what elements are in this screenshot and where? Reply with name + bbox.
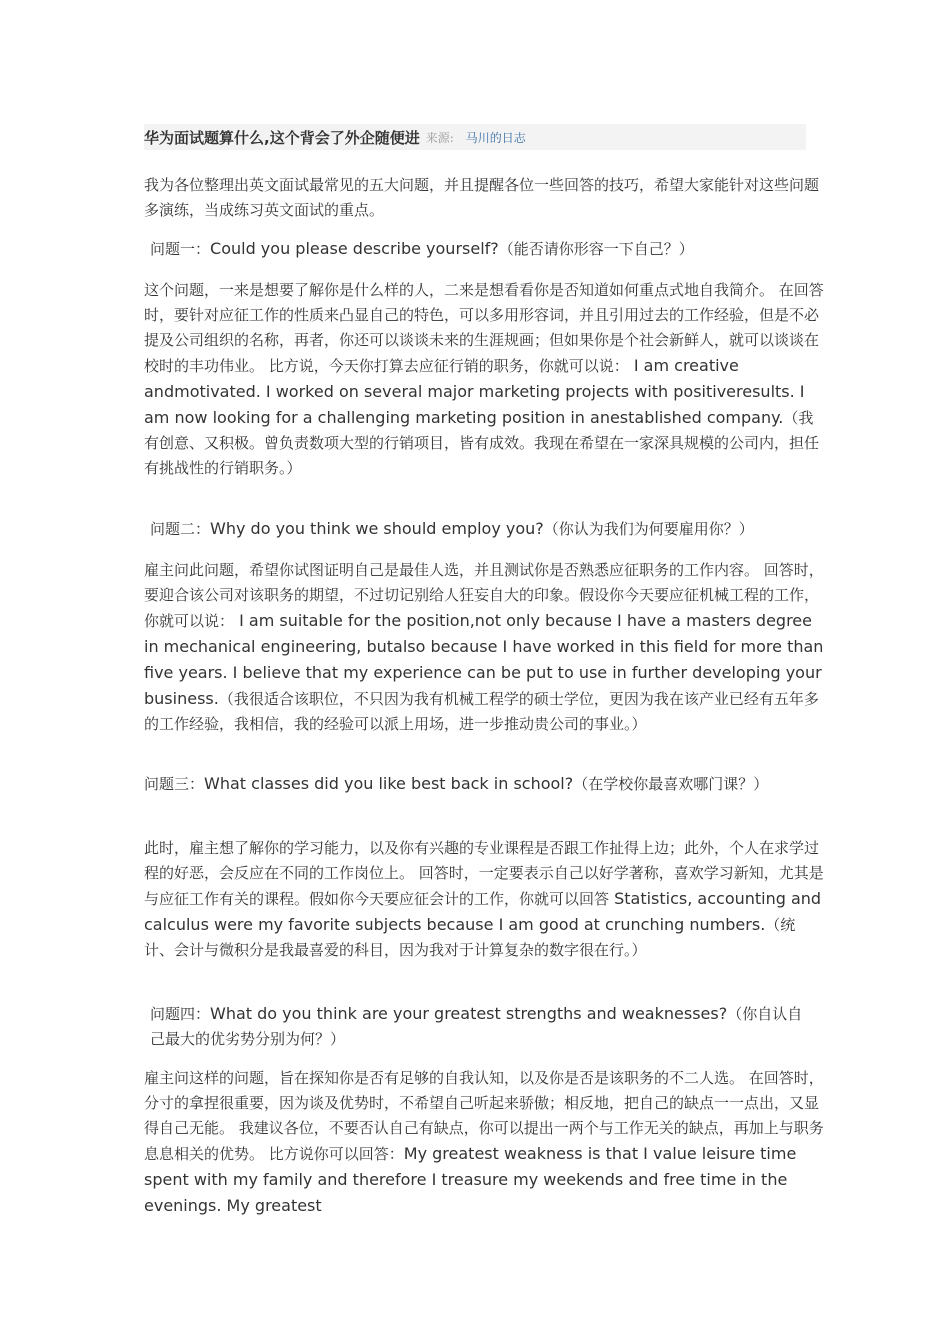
answer-4-paragraph: [144, 1066, 824, 1219]
question-1-chinese: （能否请你形容一下自己？）: [498, 240, 694, 258]
question-1-label: 问题一：: [150, 240, 211, 258]
question-3-english: What classes did you like best back in school?: [204, 774, 574, 793]
article-header: [144, 124, 806, 150]
answer-3-tail: （统计、会计与微积分是我最喜爱的科目，因为我对于计算复杂的数字很在行。）: [144, 916, 796, 959]
intro-paragraph: 我为各位整理出英文面试最常见的五大问题，并且提醒各位一些回答的技巧，希望大家能针对这些问题多演练，当成练习英文面试的重点。: [144, 176, 820, 219]
source-link[interactable]: 马川的日志: [465, 130, 526, 145]
answer-1-tail: （我有创意、又积极。曾负责数项大型的行销项目，皆有成效。我现在希望在一家深具规模的公司内，担任有挑战性的行销职务。）: [144, 409, 820, 477]
question-2-label: 问题二：: [150, 520, 211, 538]
answer-4-lead: 雇主问这样的问题，旨在探知你是否有足够的自我认知，以及你是否是该职务的不二人选。 在回答时，分寸的拿捏很重要，因为谈及优势时，不希望自己听起来骄傲；相反地，把自己的缺点一一点出，又显得自己无能。 我建议各位，不要否认自己有缺点，你可以提出一两个与工作无关的缺点，再加上与职务息息相关的优势。 比方说你可以回答：: [144, 1069, 824, 1163]
answer-2-tail: （我很适合该职位，不只因为我有机械工程学的硕士学位，更因为我在该产业已经有五年多的工作经验，我相信，我的经验可以派上用场，进一步推动贵公司的事业。）: [144, 690, 819, 733]
question-2-chinese: （你认为我们为何要雇用你？）: [543, 520, 754, 538]
answer-2-lead: 雇主问此问题，希望你试图证明自己是最佳人选，并且测试你是否熟悉应征职务的工作内容。 回答时，要迎合该公司对该职务的期望，不过切记别给人狂妄自大的印象。假设你今天要应征机械工程的工作，你就可以说：: [144, 561, 824, 630]
source-label: 来源:: [425, 130, 454, 145]
answer-4-english: My greatest weakness is that I value leisure time spent with my family and therefore I treasure my weekends and free time in the evenings. My greatest: [144, 1144, 797, 1215]
question-3-chinese: （在学校你最喜欢哪门课？）: [573, 775, 769, 793]
question-1-heading: [150, 236, 830, 262]
answer-3-paragraph: [144, 836, 824, 963]
question-4-heading: [150, 1001, 810, 1052]
question-3-heading: [144, 771, 784, 797]
answer-3-lead: 此时，雇主想了解你的学习能力，以及你有兴趣的专业课程是否跟工作扯得上边；此外，个人在求学过程的好恶，会反应在不同的工作岗位上。 回答时，一定要表示自己以好学著称，喜欢学习新知，尤其是与应征工作有关的课程。假如你今天要应征会计的工作，你就可以回答: [144, 839, 824, 908]
answer-2-paragraph: [144, 558, 824, 737]
answer-1-lead: 这个问题，一来是想要了解你是什么样的人，二来是想看看你是否知道如何重点式地自我简介。 在回答时，要针对应征工作的性质来凸显自己的特色，可以多用形容词，并且引用过去的工作经验，但是不必提及公司组织的名称，再者，你还可以谈谈未来的生涯规画；但如果你是个社会新鲜人，就可以谈谈在校时的丰功伟业。 比方说，今天你打算去应征行销的职务，你就可以说：: [144, 281, 824, 375]
question-1-english: Could you please describe yourself?: [210, 239, 499, 258]
question-4-label: 问题四：: [150, 1005, 211, 1023]
answer-1-english: I am creative andmotivated. I worked on several major marketing projects with positiveresults. I am now looking for a challenging marketing position in anestablished company.: [144, 356, 805, 427]
question-2-english: Why do you think we should employ you?: [210, 519, 544, 538]
answer-3-english: Statistics, accounting and calculus were my favorite subjects because I am good at crunching numbers.: [144, 889, 822, 934]
answer-1-paragraph: [144, 278, 824, 481]
answer-2-english: I am suitable for the position,not only because I have a masters degree in mechanical engineering, butalso because I have worked in this field for more than five years. I believe that my experience can be put to use in further developing your business.: [144, 611, 824, 708]
question-3-label: 问题三：: [144, 775, 205, 793]
question-2-heading: [150, 516, 830, 542]
question-4-english: What do you think are your greatest strengths and weaknesses?: [210, 1004, 728, 1023]
article-title: 华为面试题算什么,这个背会了外企随便进: [144, 128, 420, 147]
question-4-chinese: （你自认自己最大的优劣势分别为何？）: [150, 1005, 803, 1048]
